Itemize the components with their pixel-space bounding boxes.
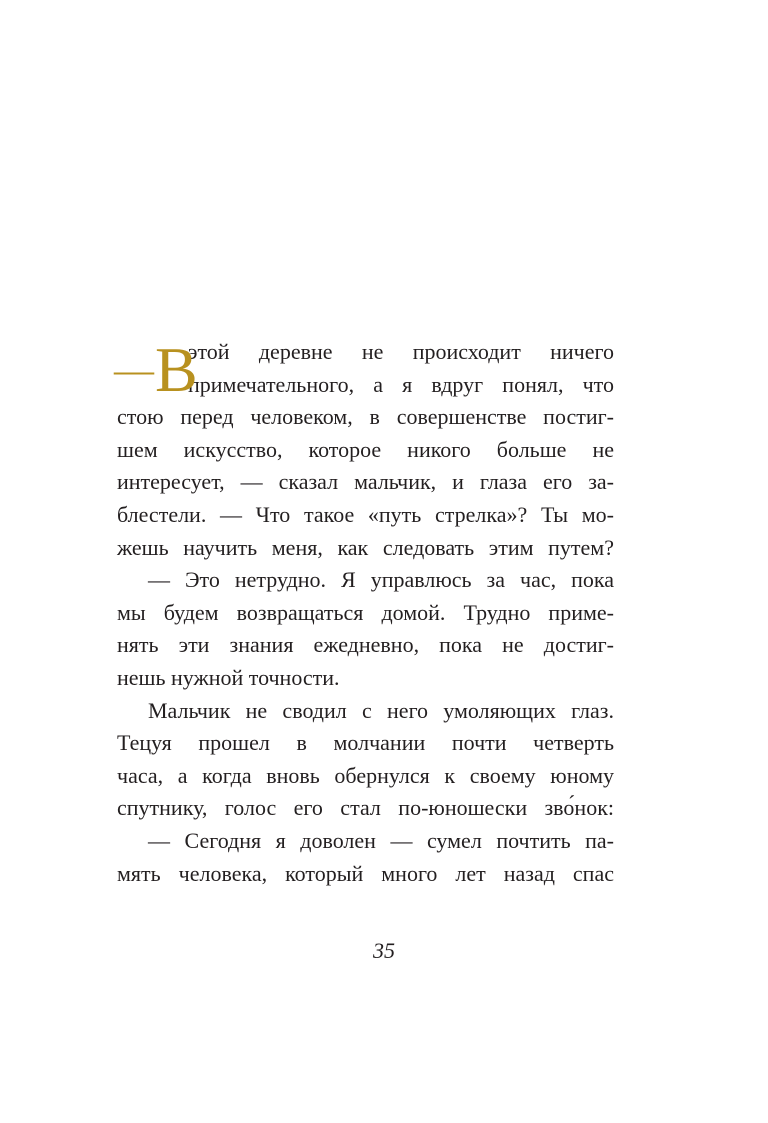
drop-cap: [114, 334, 198, 405]
text-line: примечательного, а я вдруг понял, что: [188, 371, 614, 397]
text-line: стою перед человеком, в совершенстве постиг-: [117, 404, 614, 430]
text-line: шем искусство, которое никого больше не: [117, 436, 614, 462]
text-line: Тецуя прошел в молчании почти четверть: [117, 730, 614, 756]
drop-cap-letter: В: [155, 334, 198, 405]
text-line: — Сегодня я доволен — сумел почтить па-: [148, 827, 614, 853]
text-line: интересует, — сказал мальчик, и глаза его за-: [117, 469, 614, 495]
text-line: — Это нетрудно. Я управлюсь за час, пока: [148, 567, 614, 593]
paragraph-2: [117, 564, 614, 694]
text-line: этой деревне не происходит ничего: [188, 339, 614, 364]
text-line: спутнику, голос его стал по-юношески зво́нок:: [117, 795, 614, 821]
text-line: блестели. — Что такое «путь стрелка»? Ты мо-: [117, 501, 614, 527]
text-line: мы будем возвращаться домой. Трудно приме-: [117, 599, 614, 625]
body-text: [114, 334, 614, 890]
drop-cap-dash: —: [114, 347, 154, 392]
paragraph-3: [117, 695, 614, 825]
text-line: мять человека, который много лет назад спас: [117, 860, 614, 886]
text-line: жешь научить меня, как следовать этим путем?: [117, 534, 614, 560]
text-line: нешь нужной точности.: [117, 664, 340, 690]
text-line: Мальчик не сводил с него умоляющих глаз.: [148, 697, 614, 723]
page-number: 35: [373, 938, 395, 963]
text-line: часа, а когда вновь обернулся к своему юному: [117, 762, 614, 788]
paragraph-4: [117, 825, 614, 890]
text-line: нять эти знания ежедневно, пока не достиг-: [117, 632, 614, 658]
